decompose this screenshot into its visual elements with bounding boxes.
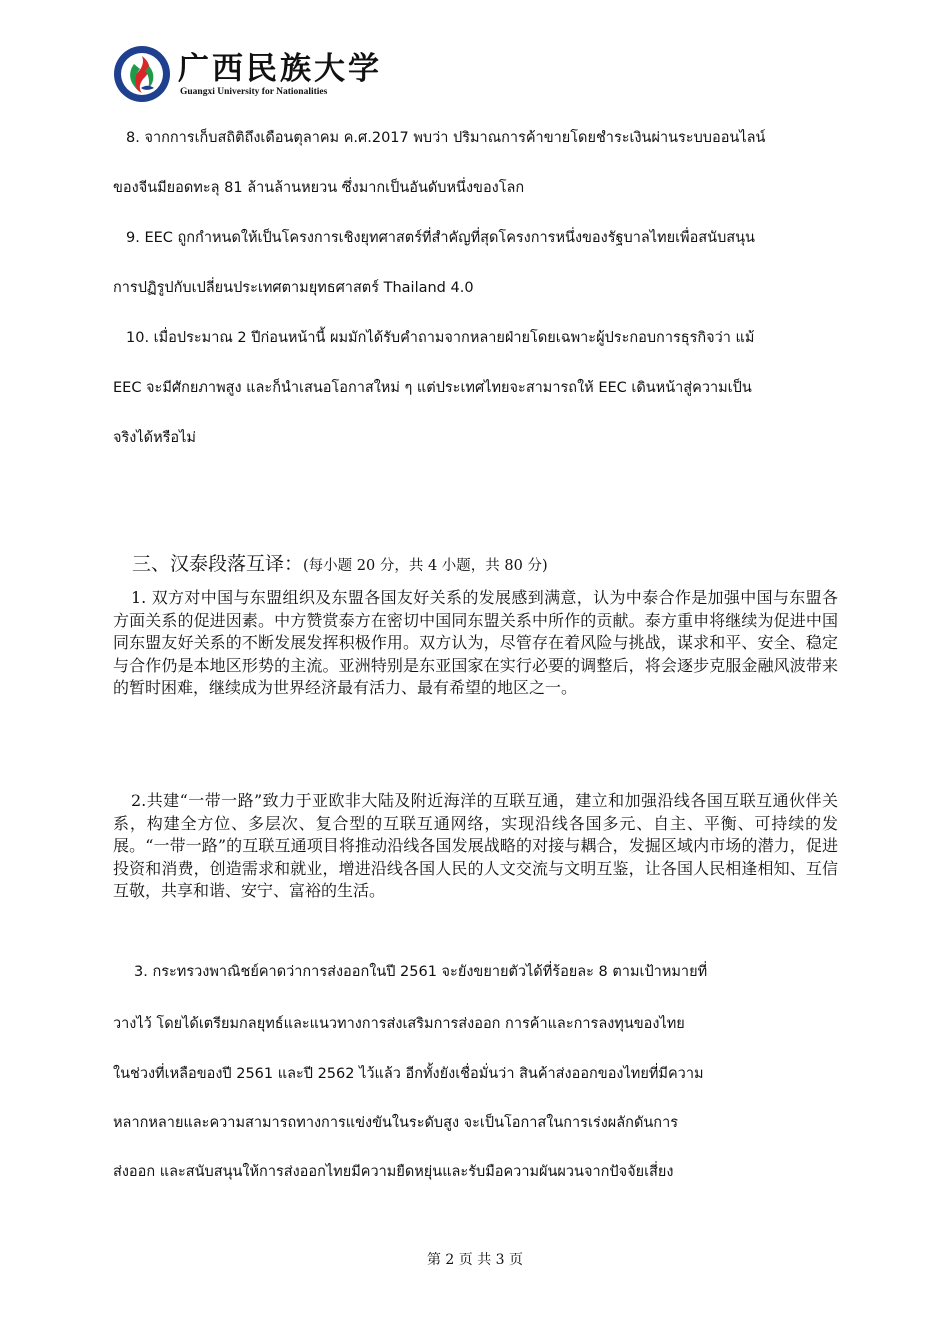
thai-item-8-line-1: 8. จากการเก็บสถิติถึงเดือนตุลาคม ค.ศ.2017 พบว่า ปริมาณการค้าขายโดยชำระเงินผ่านระบบออนไลน์ (126, 130, 766, 146)
thai-paragraph-3-line-4: หลากหลายและความสามารถทางการแข่งขันในระดับสูง จะเป็นโอกาสในการเร่งผลักดันการ (113, 1115, 678, 1131)
section-score-note: (每小题 20 分，共 4 小题，共 80 分) (303, 558, 548, 574)
thai-paragraph-3-line-1: 3. กระทรวงพาณิชย์คาดว่าการส่งออกในปี 2561 จะยังขยายตัวได้ที่ร้อยละ 8 ตามเป้าหมายที่ (134, 964, 708, 980)
thai-paragraph-3-line-3: ในช่วงที่เหลือของปี 2561 และปี 2562 ไว้แล้ว อีกทั้งยังเชื่อมั่นว่า สินค้าส่งออกของไทยที่มีความ (113, 1066, 704, 1082)
thai-item-8-line-2: ของจีนมียอดทะลุ 81 ล้านล้านหยวน ซึ่งมากเป็นอันดับหนึ่งของโลก (113, 180, 525, 196)
chinese-paragraph-1: 1. 双方对中国与东盟组织及东盟各国友好关系的发展感到满意，认为中泰合作是加强中国与东盟各方面关系的促进因素。中方赞赏泰方在密切中国同东盟关系中所作的贡献。泰方重申将继续为促进中国同东盟友好关系的不断发展发挥积极作用。双方认为，尽管存在着风险与挑战，谋求和平、安全、稳定与合作仍是本地区形势的主流。亚洲特别是东亚国家在实行必要的调整后，将会逐步克服金融风波带来的暂时困难，继续成为世界经济最有活力、最有希望的地区之一。 (113, 588, 838, 697)
thai-item-9-line-2: การปฏิรูปกับเปลี่ยนประเทศตามยุทธศาสตร์ Thailand 4.0 (113, 280, 474, 296)
section-title: 三、汉泰段落互译： (132, 553, 304, 575)
page-number: 第 2 页 共 3 页 (426, 1252, 524, 1268)
thai-item-9-line-1: 9. EEC ถูกกำหนดให้เป็นโครงการเชิงยุทศาสตร์ที่สำคัญที่สุดโครงการหนึ่งของรัฐบาลไทยเพื่อสนับสนุน (126, 230, 755, 246)
university-seal-icon (112, 44, 172, 104)
chinese-paragraph-2: 2.共建“一带一路”致力于亚欧非大陆及附近海洋的互联互通，建立和加强沿线各国互联互通伙伴关系，构建全方位、多层次、复合型的互联互通网络，实现沿线各国多元、自主、平衡、可持续的发展。“一带一路”的互联互通项目将推动沿线各国发展战略的对接与耦合，发掘区域内市场的潜力，促进投资和消费，创造需求和就业，增进沿线各国人民的人文交流与文明互鉴，让各国人民相逢相知、互信互敬，共享和谐、安宁、富裕的生活。 (113, 791, 838, 900)
thai-paragraph-3-line-5: ส่งออก และสนับสนุนให้การส่งออกไทยมีความยืดหยุ่นและรับมือความผันผวนจากปัจจัยเสี่ยง (113, 1164, 674, 1180)
logo-text (178, 51, 382, 98)
thai-item-10-line-1: 10. เมื่อประมาณ 2 ปีก่อนหน้านี้ ผมมักได้รับคำถามจากหลายฝ่ายโดยเฉพาะผู้ประกอบการธุรกิจว่า แม้ (126, 330, 755, 346)
university-header (112, 44, 382, 104)
logo-chinese-name: 广西民族大学 (178, 50, 382, 87)
thai-item-10-line-2: EEC จะมีศักยภาพสูง และก็นำเสนอโอกาสใหม่ ๆ แต่ประเทศไทยจะสามารถให้ EEC เดินหน้าสู่ความเป็น (113, 380, 752, 396)
logo-english-name: Guangxi University for Nationalities (180, 86, 328, 97)
section-heading (132, 549, 548, 576)
thai-paragraph-3-line-2: วางไว้ โดยได้เตรียมกลยุทธ์และแนวทางการส่งเสริมการส่งออก การค้าและการลงทุนของไทย (113, 1016, 685, 1032)
thai-item-10-line-3: จริงได้หรือไม่ (113, 430, 196, 446)
